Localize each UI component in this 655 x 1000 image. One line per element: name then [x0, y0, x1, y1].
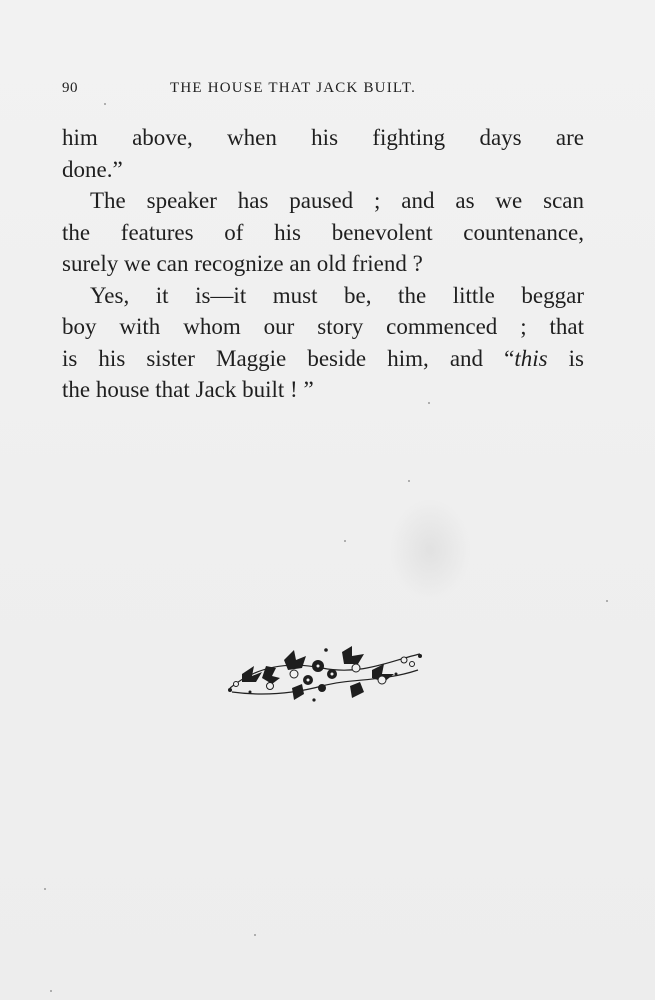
text-line: him above, when his fighting days are	[62, 125, 584, 150]
paper-speck	[606, 600, 608, 602]
paper-speck	[104, 103, 106, 105]
text-line: boy with whom our story commenced ; that	[62, 314, 584, 339]
paper-speck	[344, 540, 346, 542]
text-line: the house that Jack built ! ”	[62, 377, 314, 402]
text-line: the features of his benevolent countenance,	[62, 219, 584, 245]
paper-speck	[254, 934, 256, 936]
text-line: The speaker has paused ; and as we scan	[90, 188, 584, 213]
running-head	[62, 80, 584, 104]
text-line-mixed	[62, 343, 584, 375]
paper-speck	[50, 990, 52, 992]
paper-speck	[408, 480, 410, 482]
text-line: Yes, it is—it must be, the little beggar	[90, 282, 584, 308]
floral-tailpiece-ornament-icon	[222, 630, 428, 712]
text-segment: is his sister Maggie beside him, and “	[62, 345, 515, 371]
italic-word: this	[514, 345, 548, 371]
paper-speck	[44, 888, 46, 890]
text-line: done.”	[62, 156, 123, 182]
page-number: 90	[62, 80, 78, 96]
paper-speck	[428, 402, 430, 404]
text-line: surely we can recognize an old friend ?	[62, 251, 423, 276]
body-text	[62, 122, 584, 406]
text-segment: is	[547, 345, 584, 371]
running-title: THE HOUSE THAT JACK BUILT.	[170, 80, 417, 96]
